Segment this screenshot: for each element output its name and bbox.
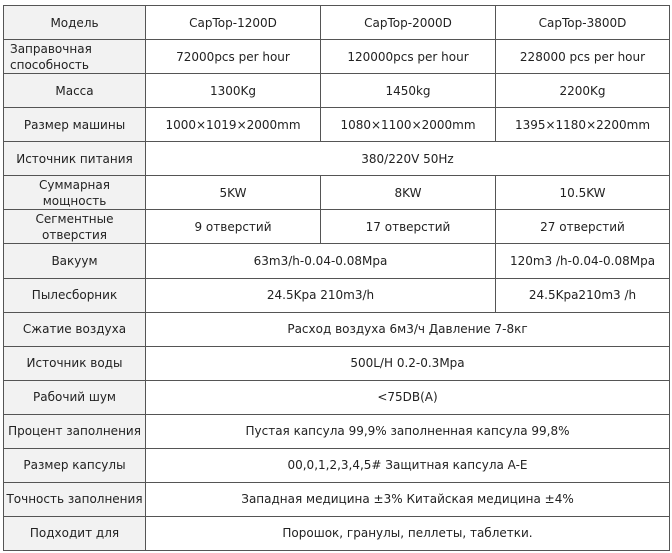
cell-value: 120000pcs per hour bbox=[321, 40, 496, 74]
table-row bbox=[4, 346, 670, 380]
cell-value: 24.5Kpa 210m3/h bbox=[146, 278, 496, 312]
header-label: Модель bbox=[4, 6, 146, 40]
row-label: Размер капсулы bbox=[4, 448, 146, 482]
cell-value: 72000pcs per hour bbox=[146, 40, 321, 74]
table-row bbox=[4, 380, 670, 414]
table-row bbox=[4, 312, 670, 346]
table-row bbox=[4, 40, 670, 74]
cell-value: 5KW bbox=[146, 176, 321, 210]
row-label: Сжатие воздуха bbox=[4, 312, 146, 346]
row-label: Подходит для bbox=[4, 516, 146, 550]
table-row bbox=[4, 244, 670, 278]
cell-value: 17 отверстий bbox=[321, 210, 496, 244]
row-label: Масса bbox=[4, 74, 146, 108]
cell-value: Расход воздуха 6м3/ч Давление 7-8кг bbox=[146, 312, 670, 346]
cell-value: Пустая капсула 99,9% заполненная капсула 99,8% bbox=[146, 414, 670, 448]
cell-value: 1080×1100×2000mm bbox=[321, 108, 496, 142]
table-row bbox=[4, 516, 670, 550]
cell-value: Порошок, гранулы, пеллеты, таблетки. bbox=[146, 516, 670, 550]
row-label: Процент заполнения bbox=[4, 414, 146, 448]
table-row bbox=[4, 482, 670, 516]
model-name: CapTop-2000D bbox=[321, 6, 496, 40]
table-row bbox=[4, 448, 670, 482]
table-row bbox=[4, 414, 670, 448]
row-label: Источник воды bbox=[4, 346, 146, 380]
cell-value: 228000 pcs per hour bbox=[496, 40, 670, 74]
table-row bbox=[4, 142, 670, 176]
row-label: Рабочий шум bbox=[4, 380, 146, 414]
cell-value: 1300Kg bbox=[146, 74, 321, 108]
cell-value: 380/220V 50Hz bbox=[146, 142, 670, 176]
table-row bbox=[4, 176, 670, 210]
cell-value: 120m3 /h-0.04-0.08Mpa bbox=[496, 244, 670, 278]
row-label: Точность заполнения bbox=[4, 482, 146, 516]
row-label: Пылесборник bbox=[4, 278, 146, 312]
spec-table bbox=[3, 5, 670, 551]
cell-value: 2200Kg bbox=[496, 74, 670, 108]
table-row bbox=[4, 74, 670, 108]
cell-value: 8KW bbox=[321, 176, 496, 210]
row-label: Суммарная мощность bbox=[4, 176, 146, 210]
table-row bbox=[4, 6, 670, 40]
cell-value: 24.5Kpa210m3 /h bbox=[496, 278, 670, 312]
cell-value: 1450kg bbox=[321, 74, 496, 108]
row-label: Размер машины bbox=[4, 108, 146, 142]
model-name: CapTop-3800D bbox=[496, 6, 670, 40]
cell-value: Западная медицина ±3% Китайская медицина ±4% bbox=[146, 482, 670, 516]
row-label: Сегментные отверстия bbox=[4, 210, 146, 244]
cell-value: 500L/H 0.2-0.3Mpa bbox=[146, 346, 670, 380]
cell-value: <75DB(A) bbox=[146, 380, 670, 414]
table-row bbox=[4, 278, 670, 312]
table-row bbox=[4, 108, 670, 142]
row-label: Вакуум bbox=[4, 244, 146, 278]
cell-value: 9 отверстий bbox=[146, 210, 321, 244]
table-row bbox=[4, 210, 670, 244]
row-label: Источник питания bbox=[4, 142, 146, 176]
cell-value: 10.5KW bbox=[496, 176, 670, 210]
row-label: Заправочная способность bbox=[4, 40, 146, 74]
cell-value: 00,0,1,2,3,4,5# Защитная капсула A-E bbox=[146, 448, 670, 482]
cell-value: 27 отверстий bbox=[496, 210, 670, 244]
cell-value: 1395×1180×2200mm bbox=[496, 108, 670, 142]
cell-value: 1000×1019×2000mm bbox=[146, 108, 321, 142]
cell-value: 63m3/h-0.04-0.08Mpa bbox=[146, 244, 496, 278]
model-name: CapTop-1200D bbox=[146, 6, 321, 40]
